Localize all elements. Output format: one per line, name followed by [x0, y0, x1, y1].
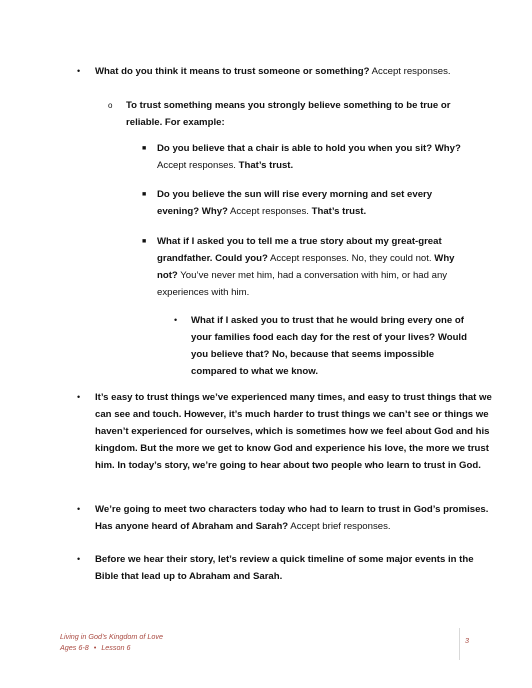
footer-lesson: Lesson 6 [101, 642, 131, 652]
bold-text: It’s easy to trust things we’ve experienced many times, and easy to trust things that we can see and touch. However, it’s much harder to trust things we can’t see or things we haven’t experienced for ourselves, which is sometimes how we feel about God and his kingdom. But the more we get to know God and experience his love, the more we trust him. In today’s story, we’re going to hear about two people who learn to trust in God. [95, 392, 492, 471]
bold-text: What if I asked you to tell me a true story about my great-great grandfather. Could you? [157, 236, 442, 264]
bold-text: Why not? [157, 253, 455, 281]
bullet-easy-to-trust [77, 389, 497, 474]
bullet-abraham-sarah [77, 501, 497, 535]
plain-text: Accept responses. [369, 66, 451, 77]
bold-text: Before we hear their story, let’s review a quick timeline of some major events in the Bible that lead up to Abraham and Sarah. [95, 554, 474, 582]
plain-text: Accept responses. [157, 160, 239, 171]
bullet-marker: ■ [142, 191, 147, 198]
footer-separator: • [93, 642, 97, 652]
footer-divider [459, 628, 460, 660]
bold-text: Do you believe that a chair is able to hold you when you sit? Why? [157, 143, 461, 154]
bold-text: That’s trust. [238, 160, 294, 171]
footer-ages: Ages 6-8 [60, 642, 89, 652]
bullet-marker: • [77, 66, 81, 76]
bold-text: What do you think it means to trust someone or something? [95, 66, 370, 77]
plain-text: Accept responses. [227, 206, 312, 217]
footer-line-2 [60, 643, 163, 654]
plain-text: Accept brief responses. [288, 521, 391, 532]
bullet-marker: • [174, 315, 178, 325]
plain-text: You’ve never met him, had a conversation with him, or had any experiences with him. [157, 270, 448, 298]
bold-text: What if I asked you to trust that he would bring every one of your families food each day for the rest of your lives? Would you believe that? No, because that seems impossible compared to what we know. [191, 315, 467, 377]
bullet-marker: • [77, 554, 81, 564]
bullet-marker: ■ [142, 145, 147, 152]
bullet-trust-question [77, 63, 495, 80]
bullet-marker: • [77, 504, 81, 514]
footer-title [60, 632, 163, 653]
bold-text: To trust something means you strongly believe something to be true or reliable. For example: [126, 100, 451, 128]
bullet-grandfather-example [142, 233, 472, 301]
bullet-timeline [77, 551, 497, 585]
bullet-trust-definition [108, 97, 476, 131]
bold-text: We’re going to meet two characters today who had to learn to trust in God’s promises. Has anyone heard of Abraham and Sarah? [95, 504, 489, 532]
bullet-marker: • [77, 392, 81, 402]
bullet-chair-example [142, 140, 472, 174]
bullet-marker: ■ [142, 238, 147, 245]
plain-text: Accept responses. No, they could not. [267, 253, 435, 264]
bold-text: That’s trust. [311, 206, 367, 217]
bullet-sun-example [142, 186, 472, 220]
page-number: 3 [465, 636, 469, 645]
bullet-marker: o [108, 101, 113, 110]
bullet-food-example [174, 312, 473, 380]
footer-line-1: Living in God’s Kingdom of Love [60, 632, 163, 641]
bold-text: Do you believe the sun will rise every morning and set every evening? Why? [157, 189, 433, 217]
